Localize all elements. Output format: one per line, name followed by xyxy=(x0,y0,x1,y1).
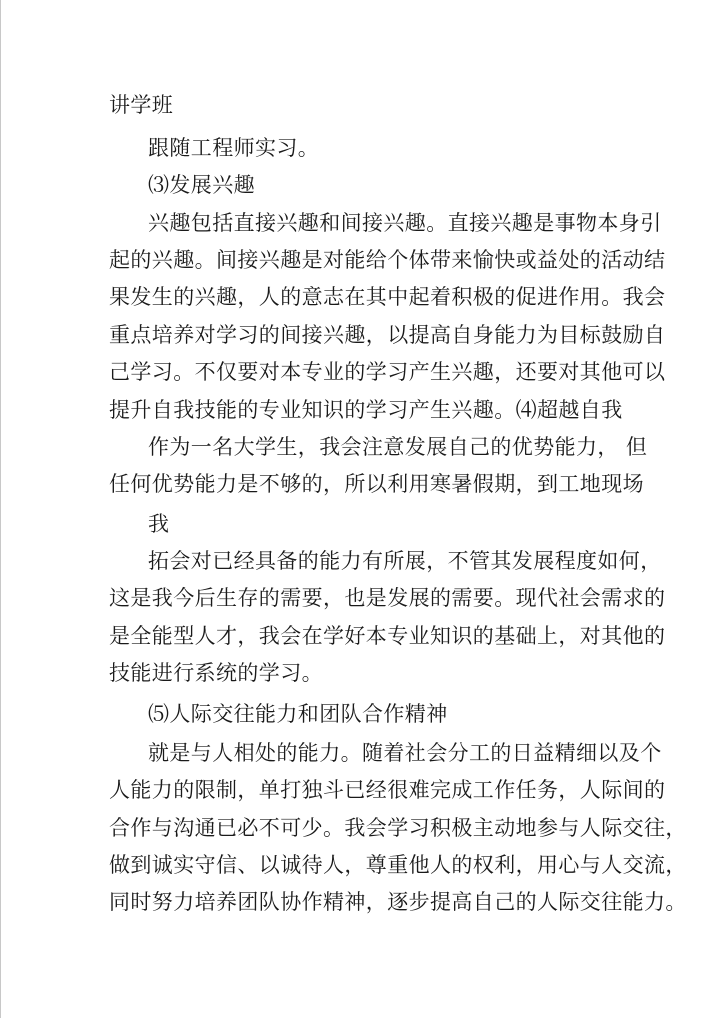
text-line-15: 是全能型人才，我会在学好本专业知识的基础上，对其他的 xyxy=(109,624,666,648)
text-line-16: 技能进行系统的学习。 xyxy=(109,661,323,685)
section-heading-3: ⑶发展兴趣 xyxy=(148,173,255,197)
text-line-19: 人能力的限制，单打独斗已经很难完成工作任务，人际间的 xyxy=(109,778,666,802)
text-line-20: 合作与沟通已必不可少。我会学习积极主动地参与人际交往， xyxy=(109,816,687,840)
text-line-18: 就是与人相处的能力。随着社会分工的日益精细以及个 xyxy=(148,741,662,765)
text-line-12: 我 xyxy=(148,512,170,536)
text-line-21: 做到诚实守信、以诚待人，尊重他人的权利，用心与人交流， xyxy=(109,853,687,877)
text-line-4: 兴趣包括直接兴趣和间接兴趣。直接兴趣是事物本身引 xyxy=(148,211,662,235)
section-heading-5: ⑸人际交往能力和团队合作精神 xyxy=(148,702,448,726)
text-line-2: 跟随工程师实习。 xyxy=(148,136,320,160)
text-line-7: 重点培养对学习的间接兴趣，以提高自身能力为目标鼓励自 xyxy=(109,323,666,347)
text-line-5: 起的兴趣。间接兴趣是对能给个体带来愉快或益处的活动结 xyxy=(109,248,666,272)
text-line-10: 作为一名大学生，我会注意发展自己的优势能力， 但 xyxy=(148,435,648,459)
text-line-14: 这是我今后生存的需要，也是发展的需要。现代社会需求的 xyxy=(109,586,666,610)
text-line-11: 任何优势能力是不够的，所以利用寒暑假期，到工地现场 xyxy=(109,472,644,496)
page-edge xyxy=(0,0,1,1018)
text-line-13: 拓会对已经具备的能力有所展，不管其发展程度如何， xyxy=(148,549,662,573)
text-line-9: 提升自我技能的专业知识的学习产生兴趣。⑷超越自我 xyxy=(109,398,623,422)
text-line-1: 讲学班 xyxy=(109,93,174,117)
text-line-22: 同时努力培养团队协作精神，逐步提高自己的人际交往能力。 xyxy=(109,890,687,914)
text-line-8: 己学习。不仅要对本专业的学习产生兴趣，还要对其他可以 xyxy=(109,360,666,384)
text-line-6: 果发生的兴趣，人的意志在其中起着积极的促进作用。我会 xyxy=(109,285,666,309)
